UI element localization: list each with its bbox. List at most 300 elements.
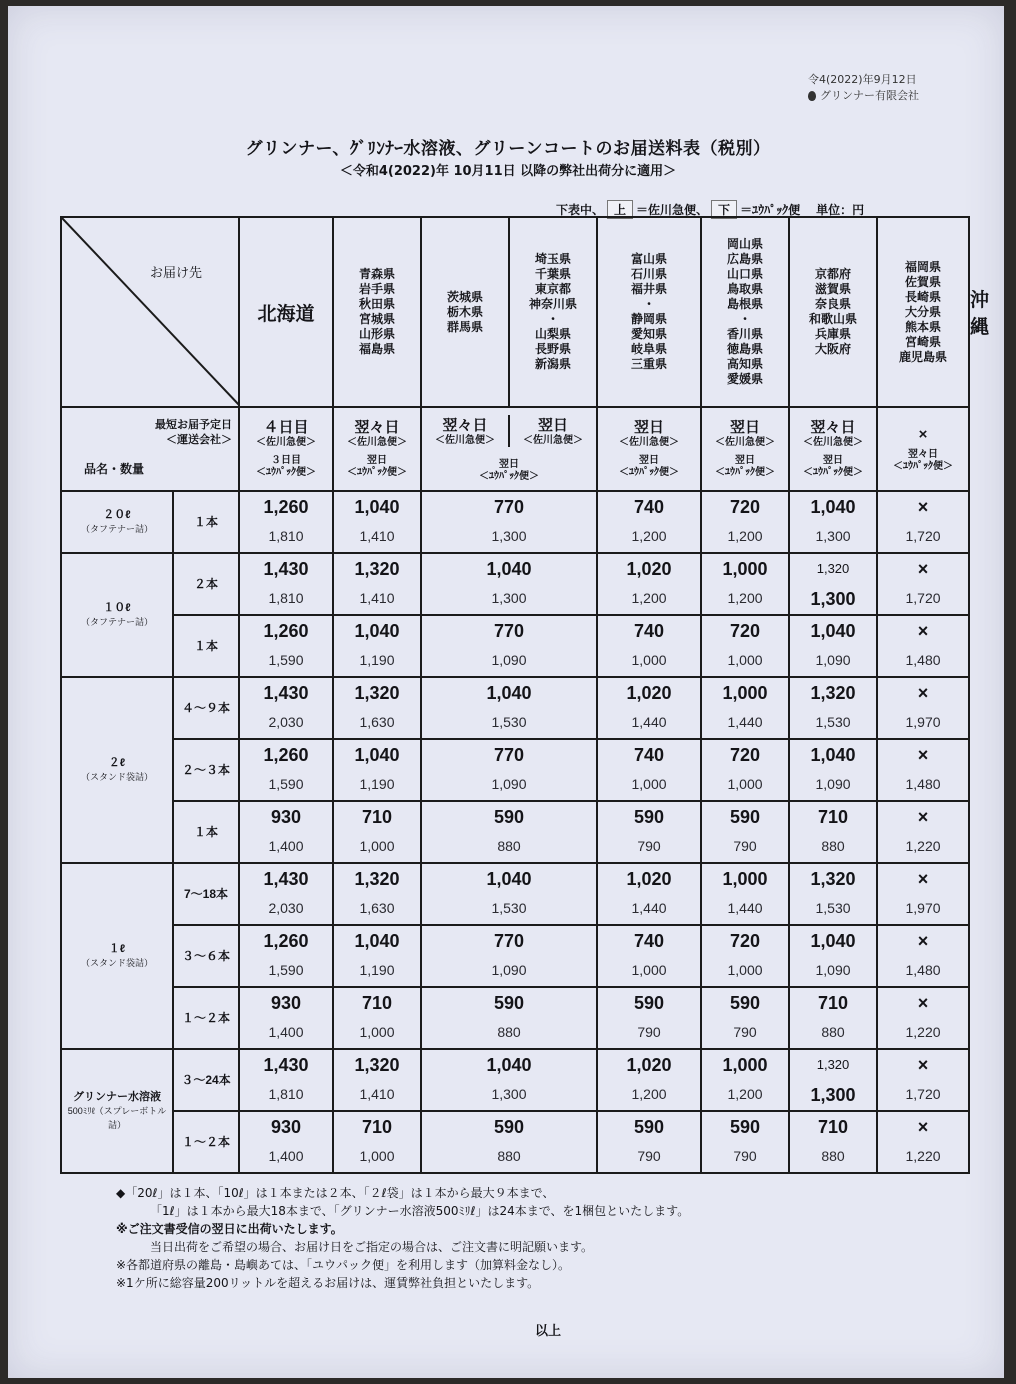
prefecture-name: 広島県 [727,252,764,266]
price-yupack [597,584,701,615]
price-value: 1,020 [626,1054,672,1075]
prefecture-name: 新潟県 [534,357,571,371]
delivery-carrier: ＜佐川急便＞ [256,437,316,448]
price-sagawa [421,615,597,646]
delivery-header-row [61,407,969,491]
price-sagawa [239,1111,333,1142]
price-sagawa [239,1049,333,1080]
product-name [62,601,172,629]
price-sagawa [701,677,789,708]
price-sagawa [877,1111,969,1142]
price-yupack [789,584,877,615]
price-sagawa [421,1111,597,1142]
product-name [62,942,172,970]
price-yupack [701,522,789,553]
delivery-day: 翌々日 [442,417,488,434]
price-value: 1,530 [815,900,851,916]
price-value: 1,300 [810,1084,856,1105]
delivery-carrier: ＜佐川急便＞ [803,437,864,448]
price-value: × [917,930,929,951]
price-value: 1,000 [722,1054,768,1075]
price-sagawa [597,677,701,708]
price-yupack [421,646,597,677]
price-yupack [421,1018,597,1049]
price-value: 1,440 [727,900,763,916]
price-value: 1,200 [727,590,763,606]
corner-earliest [155,418,232,448]
price-value: 710 [817,992,849,1013]
price-value: 1,040 [810,496,856,517]
price-yupack [877,770,969,801]
prefecture-name: 徳島県 [727,342,764,356]
price-value: 790 [733,1148,757,1164]
prefecture-name: 京都府 [815,267,852,281]
prefecture-name: 千葉県 [534,267,571,281]
price-sagawa [421,925,597,956]
price-yupack [239,646,333,677]
price-sagawa [333,987,421,1018]
yupack-delivery [702,455,788,479]
price-value: 1,260 [263,620,309,641]
price-sagawa [239,615,333,646]
price-row-upper [61,615,969,646]
price-value: 1,530 [491,714,527,730]
prefecture-name: 神奈川県 [528,297,577,311]
price-sagawa [333,553,421,584]
price-value: 1,000 [631,776,667,792]
price-value: 1,090 [815,776,851,792]
price-sagawa [421,739,597,770]
prefecture-name: 福岡県 [905,259,942,274]
region-header-chugoku [701,217,789,407]
notes [116,1184,976,1292]
price-value: 710 [817,806,849,827]
price-value: 1,630 [359,900,395,916]
region-prefectures [702,237,788,387]
product-name [62,508,172,536]
price-value: 740 [633,496,665,517]
price-yupack [597,646,701,677]
price-yupack [789,522,877,553]
yupack-carrier: ＜ﾕｳﾊﾟｯｸ便＞ [479,471,539,482]
price-sagawa [877,739,969,770]
price-value: 1,040 [810,930,856,951]
price-yupack [239,956,333,987]
note-line: 当日出荷をご希望の場合、お届け日をご指定の場合は、ご注文書に明記願います。 [150,1240,594,1254]
price-value: 1,410 [359,590,395,606]
quantity-label: １本 [193,515,218,529]
price-yupack [701,584,789,615]
yupack-day: 翌日 [499,459,519,470]
yupack-delivery [878,449,968,473]
price-sagawa [333,677,421,708]
price-yupack [597,522,701,553]
yupack-delivery [422,459,596,483]
price-row-upper [61,677,969,708]
product-name-cell [61,677,173,863]
corner-earliest-label: 最短お届予定日 [155,419,232,431]
price-sagawa [333,1049,421,1080]
legend-upper-text: ＝佐川急便、 [636,203,709,217]
price-value: 1,190 [359,652,395,668]
yupack-day: 翌日 [735,455,756,466]
prefecture-name: 大阪府 [815,342,852,356]
price-yupack [333,1142,421,1173]
delivery-carrier: ＜佐川急便＞ [523,435,583,446]
price-yupack [701,832,789,863]
quantity-label: 7～18本 [183,887,229,901]
price-sagawa [333,739,421,770]
delivery-cell [333,407,421,491]
price-row-upper [61,553,969,584]
price-sagawa [597,553,701,584]
product-title: グリンナー水溶液 [73,1091,161,1103]
region-header-tohoku [333,217,421,407]
yupack-carrier: ＜ﾕｳﾊﾟｯｸ便＞ [803,467,864,478]
delivery-cell [877,407,969,491]
yupack-day: 翌日 [639,455,659,466]
price-value: 790 [637,838,661,854]
prefecture-name: 福島県 [358,342,395,356]
price-value: 790 [733,838,757,854]
price-yupack [877,584,969,615]
prefecture-name: 埼玉県 [534,252,571,266]
price-sagawa [597,1111,701,1142]
price-yupack [333,770,421,801]
price-sagawa [333,491,421,522]
prefecture-name: ・ [643,297,656,311]
prefecture-name: 愛知県 [631,327,668,341]
page-title: グリンナー、ｸﾞﾘﾝﾅｰ水溶液、グリーンコートのお届送料表（税別） [245,139,771,159]
price-sagawa [239,491,333,522]
price-value: 1,810 [268,1086,304,1102]
yupack-delivery [790,455,876,479]
price-sagawa [597,615,701,646]
price-sagawa [597,863,701,894]
price-yupack [239,1018,333,1049]
quantity-cell [173,491,239,553]
price-value: 1,400 [268,1148,304,1164]
price-sagawa [877,925,969,956]
note-line: ◆「20ℓ」は１本、「10ℓ」は１本または２本、「２ℓ袋」は１本から最大９本まで、 [116,1186,555,1200]
price-yupack [597,1142,701,1173]
product-title: １０ℓ [103,602,131,614]
price-sagawa [789,801,877,832]
product-name [62,1090,172,1132]
price-value: 590 [633,806,665,827]
prefecture-name: 福井県 [631,282,668,296]
price-sagawa [597,925,701,956]
price-value: 1,200 [631,528,667,544]
prefecture-name: 山梨県 [534,327,571,341]
delivery-day: 翌々日 [810,419,856,436]
prefecture-name: 山口県 [727,267,764,281]
price-value: 1,000 [631,652,667,668]
price-value: 590 [729,1116,761,1137]
price-value: 770 [493,744,525,765]
prefecture-name: 秋田県 [358,297,395,311]
price-value: 770 [493,620,525,641]
price-value: 1,590 [268,776,304,792]
price-yupack [701,1080,789,1111]
prefecture-name: 青森県 [358,267,395,281]
prefecture-name: 佐賀県 [905,274,942,289]
price-sagawa [239,801,333,832]
region-prefectures [790,267,876,357]
price-value: 1,440 [631,714,667,730]
price-value: 740 [633,620,665,641]
price-yupack [239,1080,333,1111]
delivery-cell [701,407,789,491]
yupack-delivery [598,455,700,479]
prefecture-name: 滋賀県 [815,282,852,296]
price-value: 710 [361,806,393,827]
price-sagawa [789,615,877,646]
price-sagawa [877,863,969,894]
price-sagawa [597,987,701,1018]
price-value: 770 [493,930,525,951]
price-sagawa [701,1049,789,1080]
price-value: 1,040 [810,620,856,641]
prefecture-name: 群馬県 [446,319,483,334]
price-sagawa [789,1049,877,1080]
price-sagawa [421,677,597,708]
price-value: 1,040 [810,744,856,765]
price-value: 1,200 [727,528,763,544]
price-value: 1,810 [268,590,304,606]
price-value: 1,260 [263,930,309,951]
price-value: 1,430 [263,682,309,703]
prefecture-name: 岐阜県 [631,342,668,356]
price-sagawa [421,801,597,832]
price-yupack [789,1018,877,1049]
price-sagawa [789,925,877,956]
price-yupack [877,1018,969,1049]
price-sagawa [789,863,877,894]
delivery-day: × [918,425,928,443]
price-yupack [597,894,701,925]
quantity-label: １～２本 [181,1011,230,1025]
price-sagawa [877,553,969,584]
price-value: 770 [493,496,525,517]
prefecture-name: 東京都 [534,282,571,296]
region-prefectures [878,260,968,365]
price-value: 590 [729,806,761,827]
price-yupack [421,832,597,863]
price-yupack [789,708,877,739]
price-value: 720 [729,744,761,765]
price-sagawa [421,987,597,1018]
price-yupack [701,1142,789,1173]
quantity-label: １本 [193,639,218,653]
price-value: 590 [493,1116,525,1137]
price-value: 1,970 [905,900,941,916]
quantity-cell [173,615,239,677]
price-value: 1,000 [727,652,763,668]
price-sagawa [789,677,877,708]
price-value: 1,320 [816,1057,850,1072]
prefecture-name: 島根県 [727,297,764,311]
price-value: 1,480 [905,652,941,668]
delivery-sub [510,415,596,447]
price-sagawa [597,739,701,770]
price-value: × [917,558,929,579]
price-yupack [597,708,701,739]
price-value: 1,190 [359,962,395,978]
region-header-kitakanto [421,217,509,407]
price-sagawa [789,1111,877,1142]
price-value: 1,400 [268,838,304,854]
price-yupack [239,1142,333,1173]
page-subtitle: ＜令和4(2022)年 10月11日 以降の弊社出荷分に適用＞ [339,164,677,179]
price-yupack [789,646,877,677]
price-value: 1,320 [810,868,856,889]
yupack-day: ３日目 [271,455,301,466]
price-sagawa [239,553,333,584]
prefecture-name: 山形県 [358,327,395,341]
price-sagawa [701,1111,789,1142]
delivery-day: 翌々日 [354,419,400,436]
price-value: 1,000 [359,1024,395,1040]
price-yupack [701,646,789,677]
price-value: 1,430 [263,1054,309,1075]
price-yupack [421,770,597,801]
price-value: 1,040 [486,1054,532,1075]
price-sagawa [789,739,877,770]
price-value: × [917,1054,929,1075]
prefecture-name: 鳥取県 [727,282,764,296]
price-yupack [239,584,333,615]
price-value: 1,200 [727,1086,763,1102]
price-yupack [421,584,597,615]
price-yupack [701,770,789,801]
price-value: 790 [637,1148,661,1164]
price-value: 1,320 [816,561,850,576]
price-sagawa [333,863,421,894]
price-value: × [917,868,929,889]
price-yupack [597,1080,701,1111]
price-value: 1,040 [354,930,400,951]
price-value: 1,720 [905,590,941,606]
prefecture-name: 香川県 [727,327,764,341]
price-yupack [239,770,333,801]
price-yupack [877,522,969,553]
product-name-cell [61,1049,173,1173]
price-sagawa [239,863,333,894]
price-yupack [877,956,969,987]
price-value: 880 [497,1024,521,1040]
quantity-label: １～２本 [181,1135,230,1149]
price-sagawa [789,987,877,1018]
price-value: 590 [729,992,761,1013]
price-yupack [597,770,701,801]
prefecture-name: 石川県 [631,267,668,281]
price-value: × [917,806,929,827]
price-value: 1,020 [626,558,672,579]
product-container: 500ﾐﾘℓ（スプレーボトル詰） [67,1106,167,1130]
price-sagawa [701,491,789,522]
price-sagawa [597,491,701,522]
delivery-carrier: ＜佐川急便＞ [435,435,495,446]
price-value: 1,040 [486,868,532,889]
price-row-upper [61,987,969,1018]
region-prefectures [598,252,700,372]
delivery-day: 翌日 [730,419,761,436]
price-value: 790 [637,1024,661,1040]
price-value: 710 [361,992,393,1013]
price-yupack [239,832,333,863]
price-yupack [789,832,877,863]
price-value: 1,440 [727,714,763,730]
price-yupack [877,708,969,739]
quantity-cell [173,739,239,801]
price-value: 720 [729,496,761,517]
price-row-upper [61,491,969,522]
price-sagawa [701,925,789,956]
corner-lower-cell [61,407,239,491]
price-value: 1,040 [354,620,400,641]
price-sagawa [701,801,789,832]
yupack-carrier: ＜ﾕｳﾊﾟｯｸ便＞ [715,467,776,478]
price-sagawa [421,553,597,584]
yupack-carrier: ＜ﾕｳﾊﾟｯｸ便＞ [256,467,316,478]
price-value: 1,440 [631,900,667,916]
price-value: 720 [729,930,761,951]
price-yupack [701,894,789,925]
price-yupack [597,1018,701,1049]
yupack-delivery [334,455,420,479]
price-value: 1,530 [491,900,527,916]
prefecture-name: 愛媛県 [727,372,764,386]
price-value: 1,190 [359,776,395,792]
price-value: 1,220 [905,1024,941,1040]
price-value: 930 [270,1116,302,1137]
price-row-upper [61,739,969,770]
price-yupack [421,894,597,925]
price-value: 1,200 [631,590,667,606]
delivery-day: ４日目 [263,419,309,436]
quantity-label: ４～９本 [181,701,230,715]
prefecture-name: 岩手県 [358,282,395,296]
price-yupack [239,708,333,739]
price-value: 1,410 [359,528,395,544]
price-sagawa [789,553,877,584]
prefecture-name: 兵庫県 [815,327,852,341]
diagonal-line [62,218,238,406]
price-yupack [877,894,969,925]
price-value: 880 [821,1148,845,1164]
quantity-cell [173,801,239,863]
price-sagawa [701,553,789,584]
price-yupack [789,894,877,925]
price-value: 1,040 [354,496,400,517]
corner-box [62,218,238,406]
yupack-day: 翌日 [823,455,844,466]
price-sagawa [421,1049,597,1080]
prefecture-name: 和歌山県 [809,312,858,326]
region-name: 沖縄 [970,290,990,338]
price-value: 710 [817,1116,849,1137]
legend-lower-mark: 下 [711,200,737,219]
stamp-date: 令4(2022)年9月12日 [808,73,917,86]
product-container: （タフテナー詰） [80,524,153,534]
price-yupack [421,1142,597,1173]
price-yupack [877,832,969,863]
delivery-cell [239,407,333,491]
prefecture-name: 岡山県 [727,237,764,251]
price-value: 1,590 [268,652,304,668]
price-sagawa [333,925,421,956]
